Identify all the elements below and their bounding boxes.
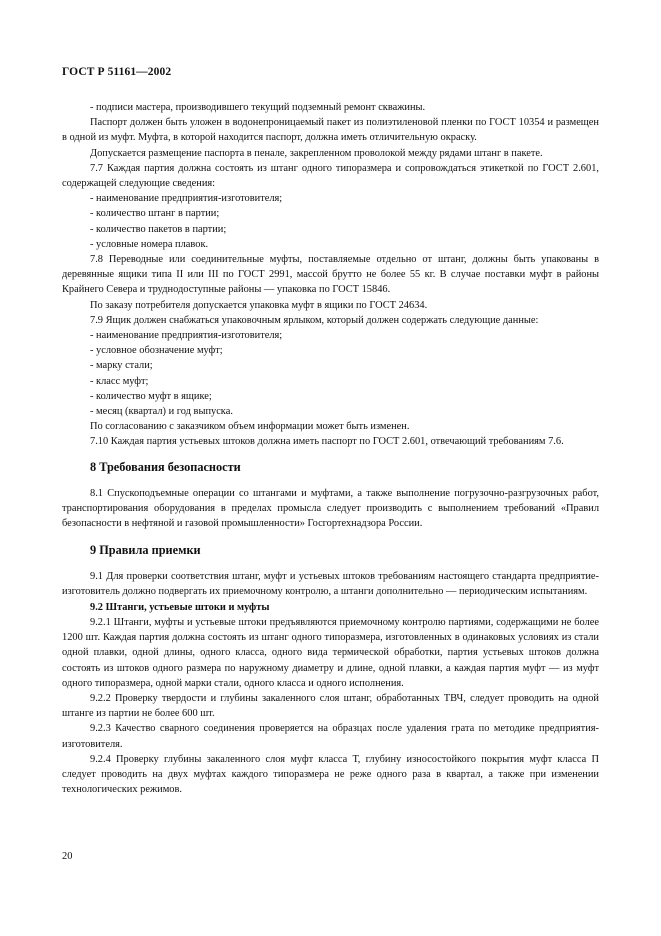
page-header-title: ГОСТ Р 51161—2002 <box>62 66 172 78</box>
paragraph: 7.9 Ящик должен снабжаться упаковочным ярлыком, который должен содержать следующие данные: <box>90 314 539 326</box>
paragraph: 9.1 Для проверки соответствия штанг, муфт и устьевых штоков требованиям настоящего стандарта предприятие-изготовитель должно подвергать их приемочному контролю, а штанги дополнительно — периодическим испытаниям. <box>62 571 599 598</box>
paragraph: 9.2.4 Проверку глубины закаленного слоя муфт класса Т, глубину износостойкого покрытия муфт класса П следует проводить на двух муфтах каждого типоразмера не реже одного раза в квартал, а также при изменении технологических режимов. <box>62 753 599 796</box>
subsection-heading: 9.2 Штанги, устьевые штоки и муфты <box>90 601 270 613</box>
list-item: - условное обозначение муфт; <box>90 345 223 357</box>
list-item: - наименование предприятия-изготовителя; <box>90 193 283 205</box>
document-body <box>62 100 599 797</box>
paragraph: 9.2.2 Проверку твердости и глубины закаленного слоя штанг, обработанных ТВЧ, следует проводить на одной штанге из партии не более 600 шт. <box>62 692 599 720</box>
list-item: - количество муфт в ящике; <box>90 390 212 402</box>
paragraph: По заказу потребителя допускается упаковка муфт в ящики по ГОСТ 24634. <box>90 299 428 311</box>
paragraph: 7.10 Каждая партия устьевых штоков должна иметь паспорт по ГОСТ 2.601, отвечающий требованиям 7.6. <box>90 436 564 448</box>
list-item: - количество штанг в партии; <box>90 208 220 220</box>
list-item: - подписи мастера, производившего текущий подземный ремонт скважины. <box>90 102 426 113</box>
paragraph: 9.2.1 Штанги, муфты и устьевые штоки предъявляются приемочному контролю партиями, содержащими не более 1200 шт. Каждая партия должна состоять из штанг одного типоразмера, изготовленных в одинаковых условиях из стали одной плавки, одной длины, одного класса, одного вида термической обработки, партия устьевых штоков должна состоять из штоков одного размера по наружному диаметру и длине, одной плавки, а каждая партия муфт — из муфт одного типоразмера, одной марки стали, одного класса и одного исполнения. <box>62 616 599 689</box>
list-item: - марку стали; <box>90 360 153 372</box>
paragraph: 9.2.3 Качество сварного соединения проверяется на образцах после удаления грата по методике предприятия-изготовителя. <box>62 723 599 750</box>
paragraph: 7.8 Переводные или соединительные муфты, поставляемые отдельно от штанг, должны быть упакованы в деревянные ящики типа II или III по ГОСТ 2991, массой брутто не более 55 кг. В случае поставки муфт в районы Крайнего Севера и труднодоступные районы — упаковка по ГОСТ 15846. <box>62 254 599 296</box>
list-item: - класс муфт; <box>90 375 149 387</box>
list-item: - месяц (квартал) и год выпуска. <box>90 406 233 418</box>
paragraph: Паспорт должен быть уложен в водонепроницаемый пакет из полиэтиленовой пленки по ГОСТ 10354 и размещен в одной из муфт. Муфта, в которой находится паспорт, должна иметь отличительную окраску. <box>62 117 599 144</box>
list-item: - наименование предприятия-изготовителя; <box>90 330 283 342</box>
paragraph: По согласованию с заказчиком объем информации может быть изменен. <box>90 421 410 433</box>
paragraph: Допускается размещение паспорта в пенале, закрепленном проволокой между рядами штанг в пакете. <box>90 147 543 159</box>
list-item: - условные номера плавок. <box>90 238 209 250</box>
page-number: 20 <box>62 851 73 862</box>
paragraph: 8.1 Спускоподъемные операции со штангами и муфтами, а также выполнение погрузочно-разгрузочных работ, транспортирования оборудования в пределах промысла следует производить с выполнением требований «Правил безопасности в нефтяной и газовой промышленности» Госгортехнадзора России. <box>62 487 599 530</box>
paragraph: 7.7 Каждая партия должна состоять из штанг одного типоразмера и сопровождаться этикеткой по ГОСТ 2.601, содержащей следующие сведения: <box>62 162 599 190</box>
section-heading: 8 Требования безопасности <box>90 459 241 474</box>
document-page <box>62 0 599 936</box>
list-item: - количество пакетов в партии; <box>90 223 227 235</box>
section-heading: 9 Правила приемки <box>90 543 201 558</box>
